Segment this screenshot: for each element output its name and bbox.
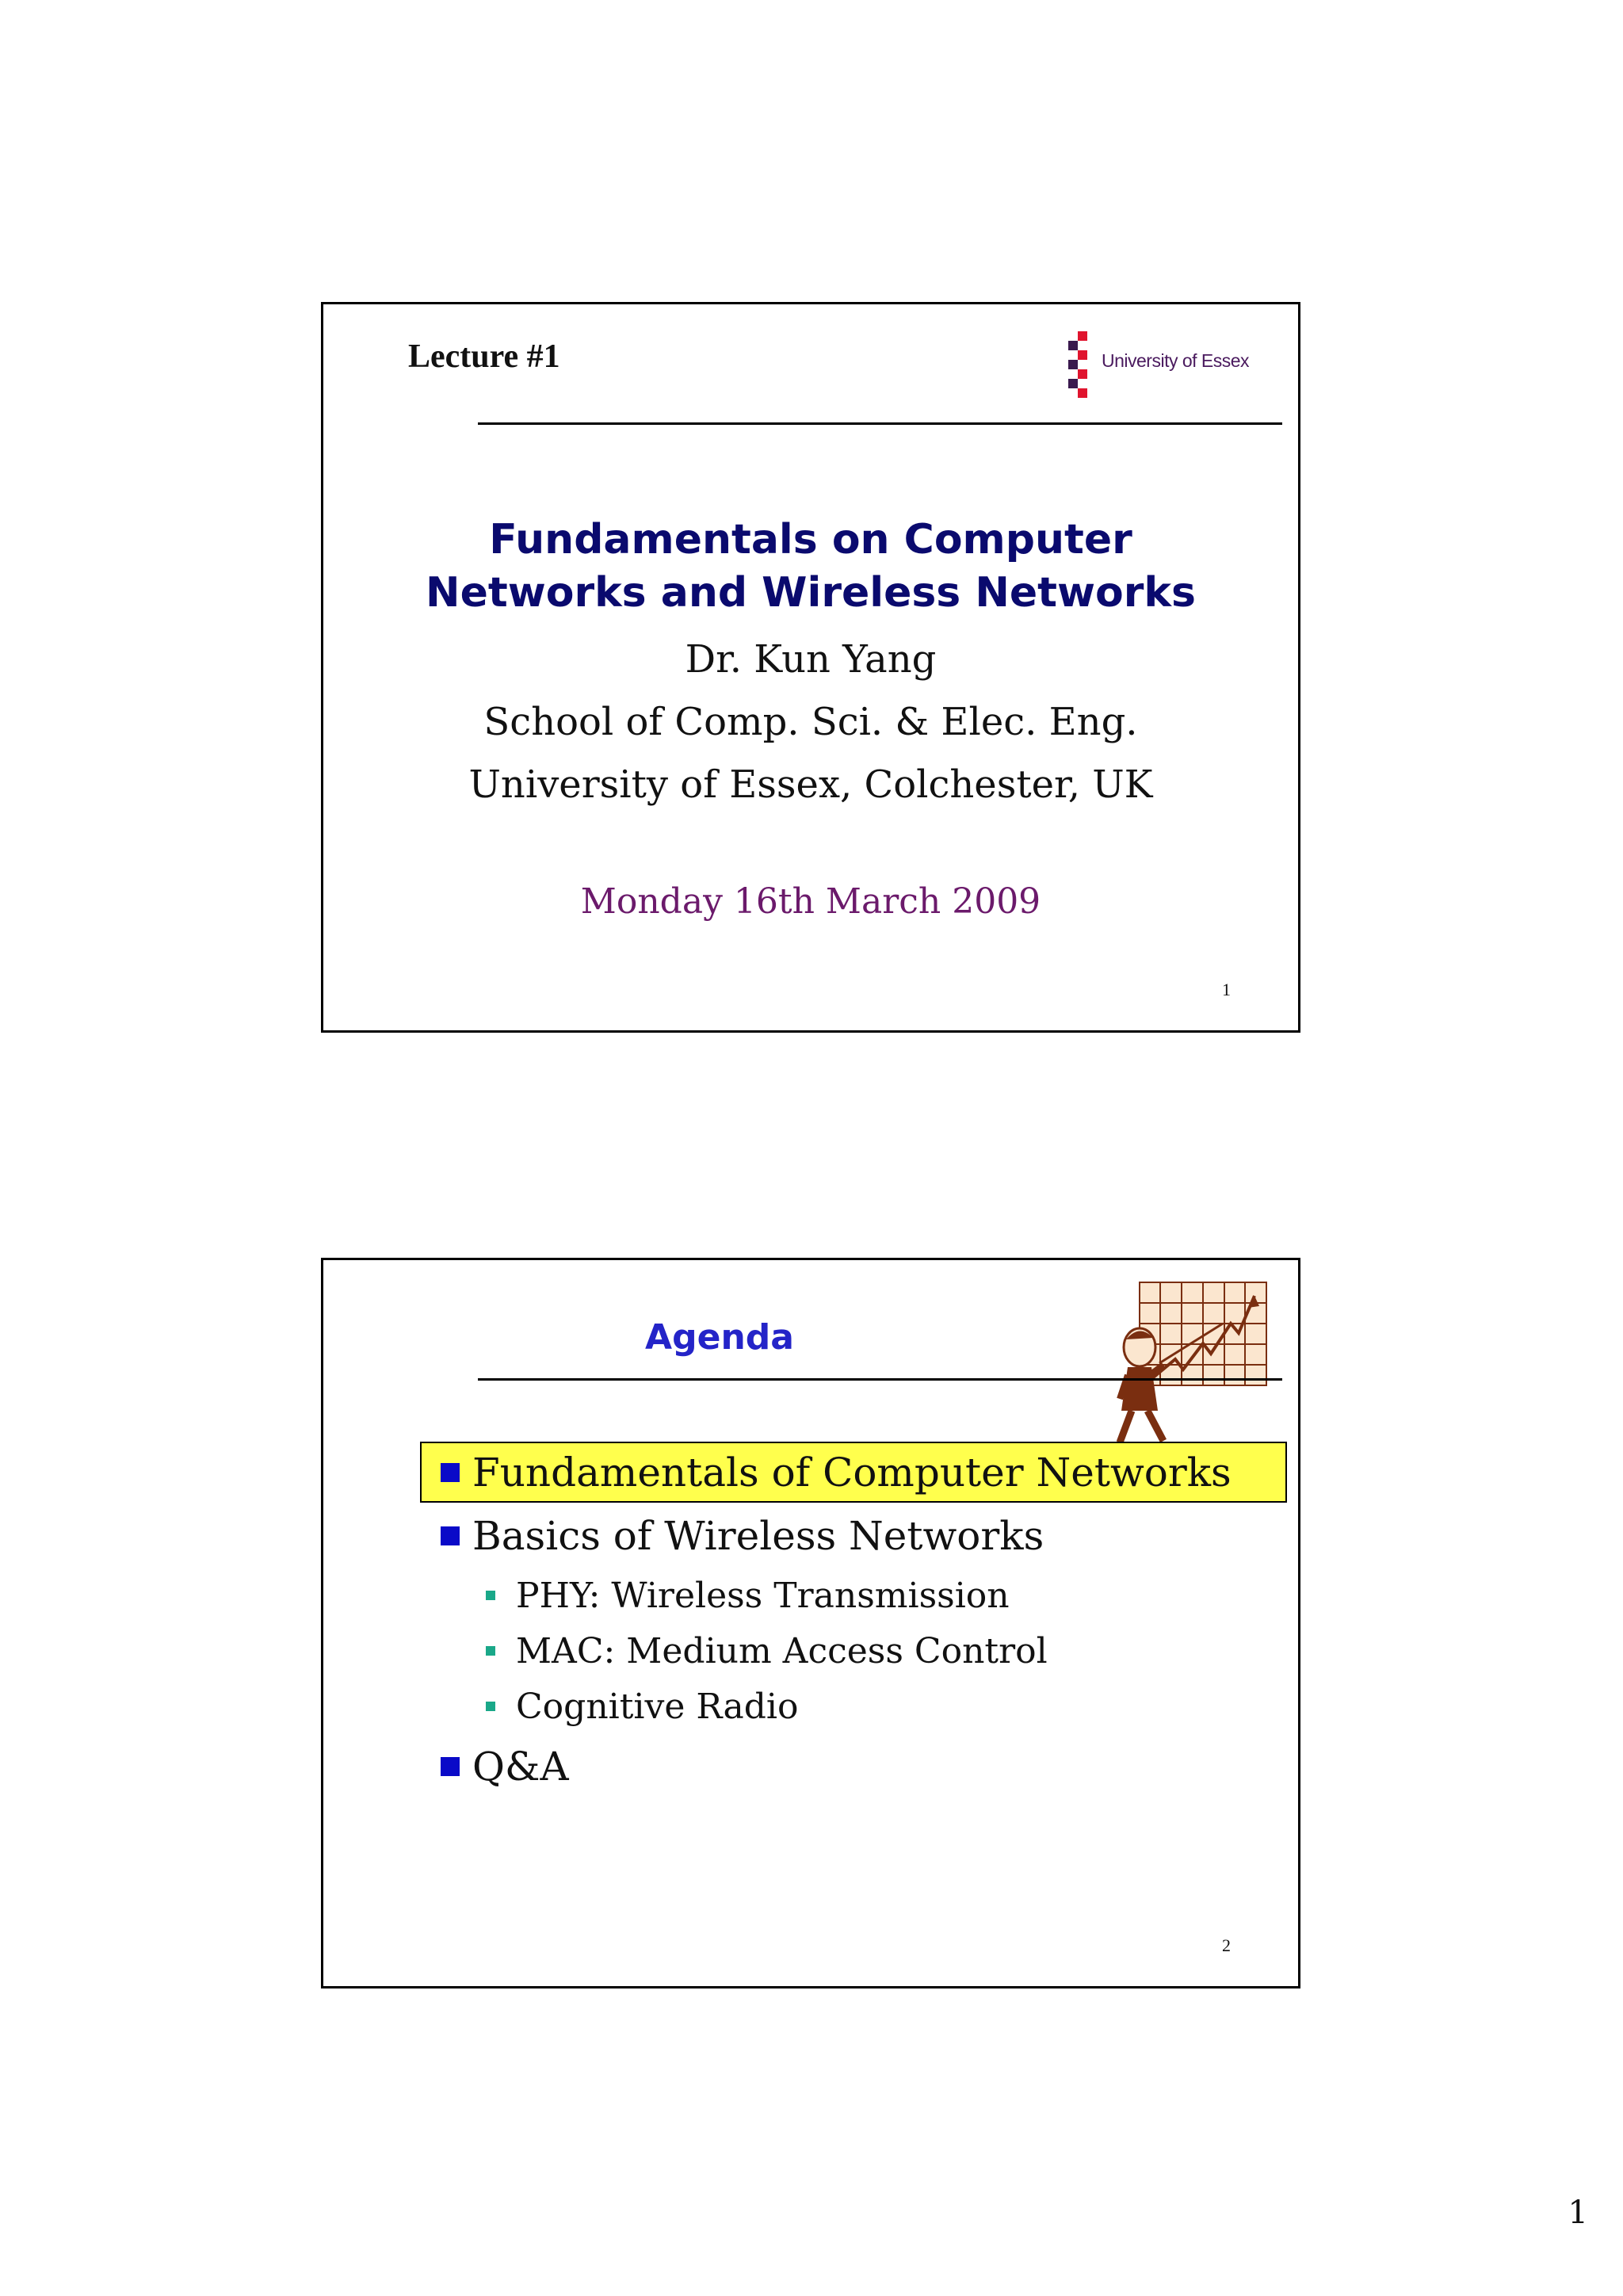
slide-number: 1: [1222, 980, 1231, 999]
slide-1: [321, 302, 1300, 1033]
square-bullet-icon: [441, 1463, 460, 1482]
agenda-subitem-phy: [486, 1572, 1010, 1619]
header-rule: [478, 1378, 1282, 1381]
square-bullet-icon: [441, 1526, 460, 1545]
university-name: University of Essex, Colchester, UK: [468, 762, 1153, 807]
agenda-subitem-mac: [486, 1627, 1048, 1675]
small-square-bullet-icon: [486, 1591, 495, 1600]
lecture-label: Lecture #1: [408, 338, 560, 375]
title-line-2: Networks and Wireless Networks: [426, 569, 1196, 617]
author-name: Dr. Kun Yang: [685, 637, 937, 682]
agenda-item-fundamentals: [441, 1445, 1232, 1500]
agenda-item-wireless-basics: [441, 1508, 1044, 1564]
agenda-subitem-label: PHY: Wireless Transmission: [516, 1575, 1010, 1616]
agenda-title: Agenda: [645, 1317, 794, 1358]
presenter-chart-icon: [1104, 1276, 1274, 1446]
agenda-item-label: Fundamentals of Computer Networks: [472, 1450, 1232, 1496]
agenda-item-qa: [441, 1739, 569, 1794]
small-square-bullet-icon: [486, 1646, 495, 1656]
agenda-subitem-label: Cognitive Radio: [516, 1686, 799, 1727]
small-square-bullet-icon: [486, 1702, 495, 1711]
title-line-1: Fundamentals on Computer: [489, 516, 1132, 563]
lecture-date: Monday 16th March 2009: [580, 881, 1041, 922]
agenda-subitem-cognitive-radio: [486, 1683, 798, 1730]
square-bullet-icon: [441, 1757, 460, 1776]
agenda-item-label: Q&A: [472, 1744, 569, 1790]
university-logo: [1060, 328, 1266, 399]
header-rule: [478, 422, 1282, 425]
slide-2: [321, 1258, 1300, 1988]
slide-number: 2: [1222, 1935, 1231, 1955]
slide-title: [323, 514, 1298, 620]
page-number: 1: [1568, 2195, 1588, 2231]
agenda-item-label: Basics of Wireless Networks: [472, 1513, 1044, 1559]
university-logo-mark-icon: [1060, 328, 1108, 399]
agenda-subitem-label: MAC: Medium Access Control: [516, 1630, 1048, 1671]
school-name: School of Comp. Sci. & Elec. Eng.: [483, 700, 1138, 744]
logo-text: University of Essex: [1102, 350, 1250, 371]
